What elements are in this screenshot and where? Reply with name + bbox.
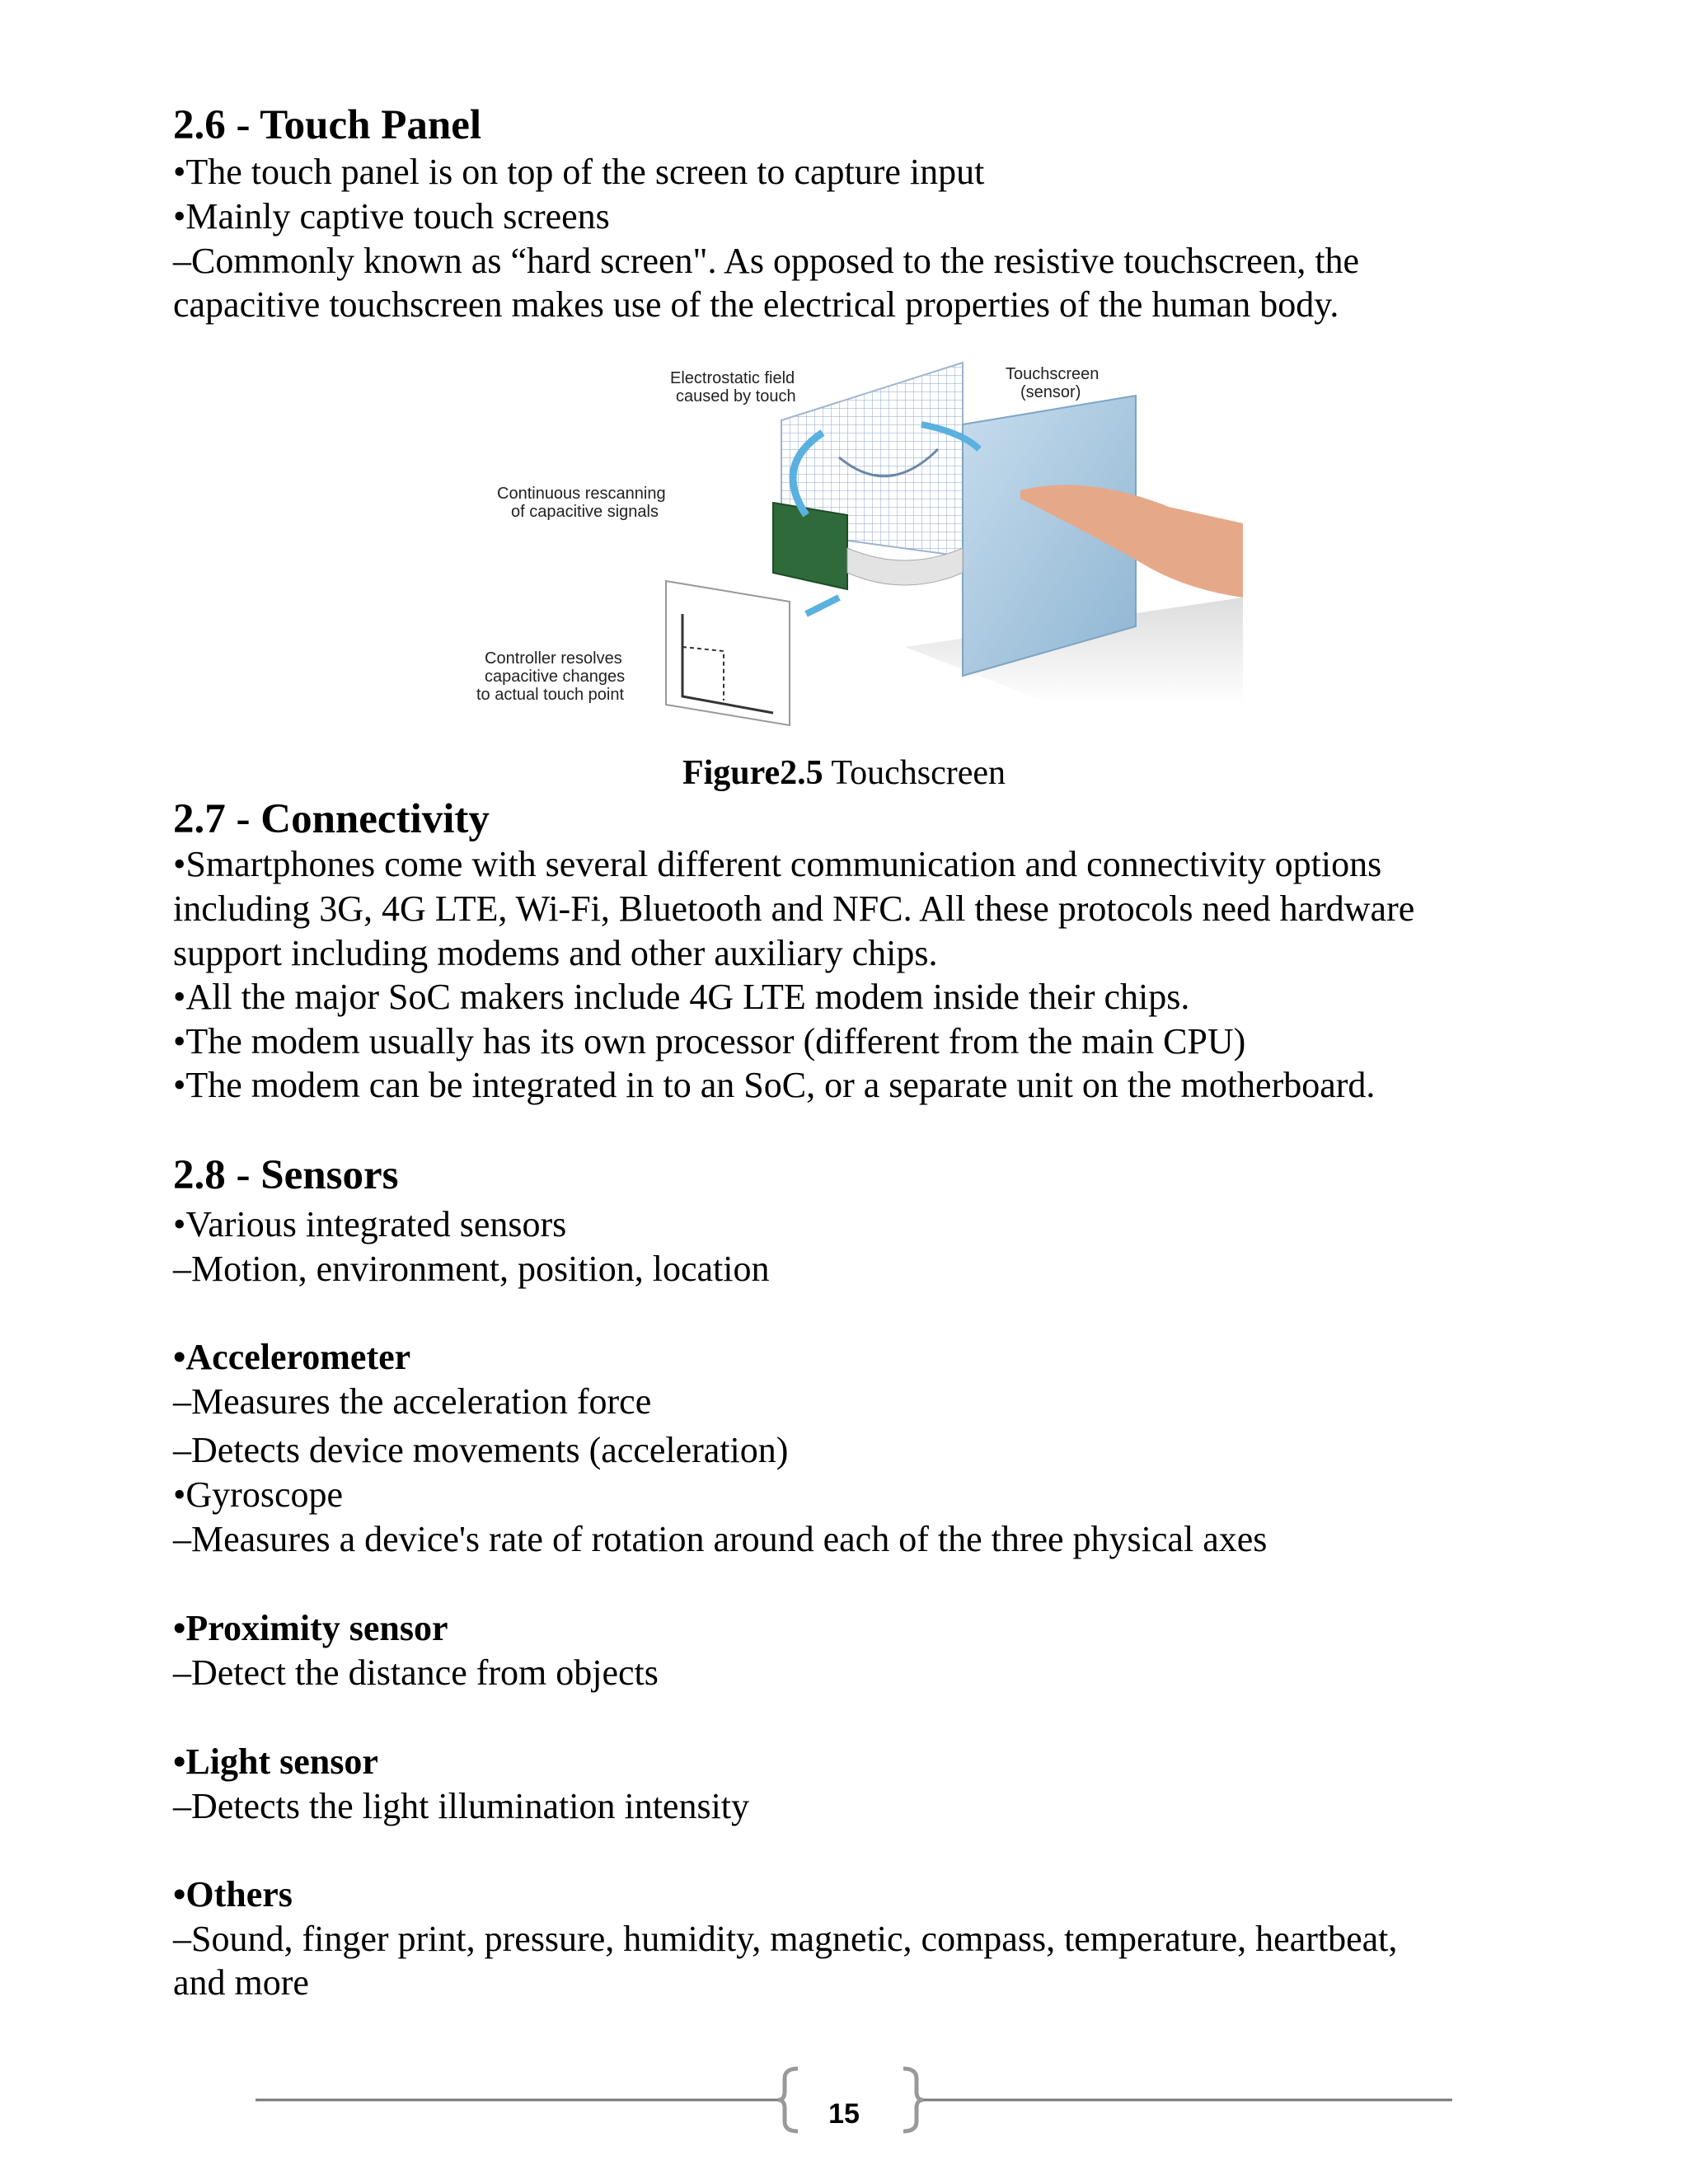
- figure-label: (sensor): [1020, 383, 1081, 401]
- footer-left-brace: [778, 2069, 798, 2131]
- paragraph-line: –Detects device movements (acceleration): [173, 1430, 789, 1470]
- output-arrow: [806, 598, 839, 614]
- paragraph-line: •Various integrated sensors: [173, 1204, 567, 1244]
- sensor-title-light: •Light sensor: [173, 1741, 378, 1782]
- paragraph-line: •Mainly captive touch screens: [173, 196, 610, 237]
- sensor-title-accelerometer: •Accelerometer: [173, 1337, 411, 1377]
- paragraph-line: –Detect the distance from objects: [173, 1652, 659, 1693]
- figure-caption-text: Touchscreen: [823, 754, 1006, 792]
- paragraph-line: •The touch panel is on top of the screen to capture input: [173, 152, 985, 192]
- section-heading-touch-panel: 2.6 - Touch Panel: [173, 102, 482, 148]
- paragraph-line: •The modem usually has its own processor (different from the main CPU): [173, 1021, 1246, 1062]
- figure-label: Touchscreen: [1006, 365, 1100, 383]
- figure-caption-number: Figure2.5: [682, 754, 823, 792]
- figure-label: Continuous rescanning: [497, 485, 666, 503]
- paragraph-line: –Detects the light illumination intensity: [173, 1786, 750, 1826]
- figure-label: Electrostatic field: [670, 369, 795, 387]
- paragraph-line: including 3G, 4G LTE, Wi-Fi, Bluetooth and NFC. All these protocols need hardware: [173, 888, 1415, 929]
- sensor-title-others: •Others: [173, 1874, 293, 1915]
- figure-label: Controller resolves: [485, 649, 622, 668]
- section-heading-sensors: 2.8 - Sensors: [173, 1152, 399, 1198]
- figure-label: of capacitive signals: [511, 503, 659, 521]
- paragraph-line: –Motion, environment, position, location: [173, 1249, 770, 1289]
- figure-label: capacitive changes: [485, 668, 626, 686]
- page-number: 15: [828, 2098, 860, 2130]
- paragraph-line: –Measures the acceleration force: [173, 1381, 652, 1422]
- paragraph-line: •The modem can be integrated in to an SoC, or a separate unit on the motherboard.: [173, 1065, 1376, 1105]
- paragraph-line: –Sound, finger print, pressure, humidity, magnetic, compass, temperature, heartbeat,: [173, 1919, 1398, 1959]
- footer-right-brace: [903, 2069, 923, 2131]
- paragraph-line: and more: [173, 1962, 309, 2003]
- touchscreen-figure: [460, 350, 1243, 731]
- section-heading-connectivity: 2.7 - Connectivity: [173, 796, 490, 842]
- paragraph-line: –Commonly known as “hard screen". As opposed to the resistive touchscreen, the: [173, 241, 1360, 281]
- paragraph-line: support including modems and other auxiliary chips.: [173, 933, 938, 973]
- controller-board: [773, 503, 847, 589]
- figure-caption: [0, 752, 1688, 794]
- paragraph-line: –Measures a device's rate of rotation around each of the three physical axes: [173, 1519, 1268, 1559]
- sensor-title-proximity: •Proximity sensor: [173, 1608, 448, 1648]
- paragraph-line: capacitive touchscreen makes use of the electrical properties of the human body.: [173, 284, 1339, 325]
- sensor-title-gyroscope: •Gyroscope: [173, 1474, 344, 1515]
- figure-label: to actual touch point: [476, 686, 625, 704]
- paragraph-line: •All the major SoC makers include 4G LTE modem inside their chips.: [173, 977, 1190, 1017]
- figure-label: caused by touch: [676, 387, 796, 405]
- paragraph-line: •Smartphones come with several different communication and connectivity options: [173, 844, 1382, 884]
